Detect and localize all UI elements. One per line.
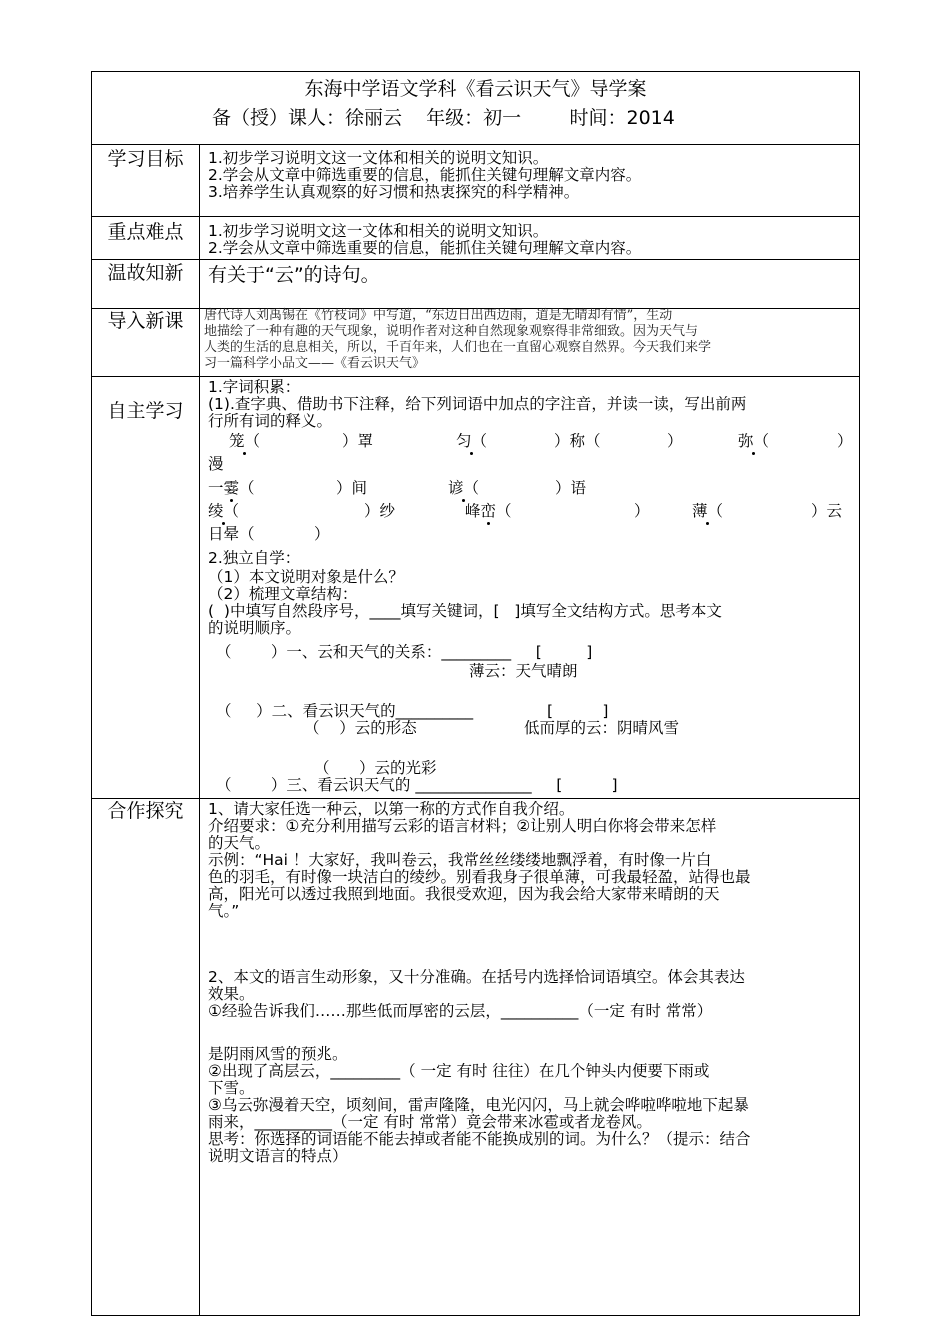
cooperate-line: 雨来，__________（一定 有时 常常）竟会带来冰雹或者龙卷风。 — [208, 1113, 652, 1131]
page-title: 东海中学语文学科《看云识天气》导学案 — [304, 78, 647, 100]
vocab-item — [738, 433, 769, 450]
cooperate-item-2-more — [208, 1046, 853, 1165]
vocab-word: 峰峦（ — [465, 502, 512, 520]
vocab-item: ）间 — [336, 479, 368, 497]
cooperate-line: 是阴雨风雪的预兆。 — [208, 1045, 348, 1063]
lesson-plan-table — [91, 71, 860, 1316]
row-divider — [92, 798, 859, 799]
objective-line: 3.培养学生认真观察的好习惯和热衷探究的科学精神。 — [208, 183, 580, 201]
keypoint-line: 1.初步学习说明文这一文体和相关的说明文知识。 — [208, 222, 549, 240]
vocab-item: ）罩 — [342, 432, 374, 450]
vocab-item — [692, 503, 723, 520]
vocab-item: ）纱 — [364, 502, 396, 520]
keypoint-line: 2.学会从文章中筛选重要的信息，能抓住关键句理解文章内容。 — [208, 239, 642, 257]
vocab-word: 谚（ — [448, 479, 480, 497]
selfstudy-label: 自主学习 — [107, 400, 184, 422]
vocab-word: 绫（ — [208, 502, 240, 520]
outline-part-1: （ ）一、云和天气的关系：_________ [ ] — [216, 643, 593, 661]
intro-label: 导入新课 — [107, 310, 184, 332]
vocab-item: ）云 — [811, 502, 843, 520]
row-divider — [92, 376, 859, 377]
cooperate-line: 介绍要求：①充分利用描写云彩的语言材料；②让别人明白你将会带来怎样 — [208, 817, 717, 835]
intro-line: 唐代诗人刘禹锡在《竹枝词》中写道，“东边日出西边雨，道是无晴却有情”，生动 — [204, 308, 673, 323]
outline-part-3: （ ）三、看云识天气的 _______________ [ ] — [216, 776, 618, 794]
cooperate-line: 2、本文的语言生动形象，又十分准确。在括号内选择恰词语填空。体会其表达 — [208, 968, 745, 986]
intro-content — [204, 308, 849, 372]
vocab-item: ） — [634, 502, 650, 520]
vocab-item: 日晕（ — [208, 525, 255, 543]
outline-part-2-right: 低而厚的云：阴晴风雪 — [524, 719, 680, 737]
outline-part-2-sub: （ ）云的形态 — [304, 719, 417, 737]
vocab-item: ） — [314, 525, 330, 543]
vocab-item — [465, 503, 512, 520]
vocab-task-line: (1).查字典、借助书下注释，给下列词语中加点的字注音，并读一读，写出前两 — [208, 395, 747, 413]
vocab-item — [208, 480, 255, 497]
keypoints-label: 重点难点 — [107, 221, 184, 243]
vocab-heading: 1.字词积累： — [208, 378, 301, 396]
question-2: （2）梳理文章结构： — [208, 585, 358, 603]
row-divider — [92, 259, 859, 260]
vocab-item: ）语 — [555, 479, 587, 497]
cooperate-line: 气。” — [208, 902, 240, 920]
objectives-content — [208, 150, 853, 201]
vocab-item — [229, 433, 260, 450]
question-2-desc: ( )中填写自然段序号，____填写关键词，[ ]填写全文结构方式。思考本文 — [208, 602, 722, 620]
cooperate-line: ②出现了高层云，_________（ 一定 有时 往往）在几个钟头内便要下雨或 — [208, 1062, 710, 1080]
cooperate-line: 色的羽毛，有时像一块洁白的绫纱。别看我身子很单薄，可我最轻盈，站得也最 — [208, 868, 751, 886]
selfstudy-part2-heading: 2.独立自学： — [208, 549, 301, 567]
vocab-item — [448, 480, 479, 497]
lesson-info: 备（授）课人：徐丽云 年级：初一 时间：2014 — [212, 107, 675, 129]
vocab-word: 弥（ — [738, 432, 770, 450]
vocab-item: 漫 — [208, 455, 224, 473]
objective-line: 1.初步学习说明文这一文体和相关的说明文知识。 — [208, 149, 549, 167]
column-divider — [199, 144, 200, 1315]
cooperate-label: 合作探究 — [107, 800, 184, 822]
cooperate-line: ③乌云弥漫着天空，顷刻间，雷声隆隆，电光闪闪，马上就会哗啦哗啦地下起暴 — [208, 1096, 749, 1114]
intro-line: 习一篇科学小品文——《看云识天气》 — [204, 356, 426, 371]
vocab-task-line: 行所有词的释义。 — [208, 412, 333, 430]
cooperate-line: 1、请大家任选一种云，以第一称的方式作自我介绍。 — [208, 800, 575, 818]
cooperate-line: 高，阳光可以透过我照到地面。我很受欢迎，因为我会给大家带来晴朗的天 — [208, 885, 720, 903]
cooperate-line: 思考：你选择的词语能不能去掉或者能不能换成别的词。为什么？（提示：结合 — [208, 1130, 751, 1148]
vocab-word: 笼（ — [229, 432, 261, 450]
objectives-label: 学习目标 — [107, 148, 184, 170]
cooperate-item-2 — [208, 969, 853, 1020]
question-2-desc: 的说明顺序。 — [208, 619, 302, 637]
keypoints-content — [208, 223, 853, 257]
vocab-item: ）称（ — [554, 432, 601, 450]
outline-part-1-sub: 薄云：天气晴朗 — [469, 662, 578, 680]
vocab-item: ） — [837, 432, 853, 450]
vocab-word: 匀（ — [456, 432, 488, 450]
cooperate-line: 下雪。 — [208, 1079, 255, 1097]
review-text: 有关于“云”的诗句。 — [208, 264, 380, 286]
vocab-word: 薄（ — [692, 502, 724, 520]
vocab-item — [456, 433, 487, 450]
cooperate-line: 说明文语言的特点） — [208, 1147, 348, 1165]
header — [92, 72, 859, 145]
review-label: 温故知新 — [107, 262, 184, 284]
objective-line: 2.学会从文章中筛选重要的信息，能抓住关键句理解文章内容。 — [208, 166, 642, 184]
intro-line: 人类的生活的息息相关，所以，千百年来，人们也在一直留心观察自然界。今天我们来学 — [204, 340, 712, 355]
cooperate-line: 示例：“Hai ！大家好，我叫卷云，我常丝丝缕缕地飘浮着，有时像一片白 — [208, 851, 712, 869]
vocab-item — [208, 503, 239, 520]
vocab-word: 一霎（ — [208, 479, 255, 497]
cooperate-line: 的天气。 — [208, 834, 271, 852]
outline-part-3-sub: （ ）云的光彩 — [314, 759, 437, 777]
cooperate-line: ①经验告诉我们……那些低而厚密的云层，__________（一定 有时 常常） — [208, 1002, 713, 1020]
cooperate-line: 效果。 — [208, 985, 255, 1003]
outline-part-2: （ ）二、看云识天气的__________ [ ] — [216, 702, 609, 720]
row-divider — [92, 216, 859, 217]
intro-line: 地描绘了一种有趣的天气现象，说明作者对这种自然现象观察得非常细致。因为天气与 — [204, 324, 699, 339]
vocab-item: ） — [667, 432, 683, 450]
cooperate-item-1 — [208, 801, 853, 920]
question-1: （1）本文说明对象是什么？ — [208, 568, 404, 586]
